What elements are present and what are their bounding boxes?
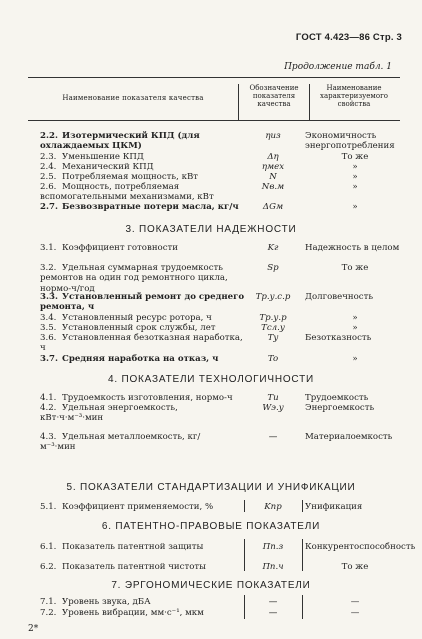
column-divider	[244, 500, 245, 512]
row-name: 4.2. Удельная энергоемкость, кВт·ч·м⁻³·мин	[40, 403, 178, 424]
row-name: 7.2. Уровень вибрации, мм·с⁻¹, мкм	[40, 608, 204, 618]
column-divider	[244, 595, 245, 619]
row-name: 2.3. Уменьшение КПД	[40, 152, 144, 162]
row-property: То же	[341, 152, 369, 162]
row-property: Унификация	[305, 502, 363, 512]
row-name: 6.1. Показатель патентной защиты	[40, 542, 204, 552]
table-continuation: Продолжение табл. 1	[284, 62, 392, 72]
row-symbol: —	[268, 432, 278, 442]
row-symbol: —	[268, 597, 278, 607]
row-property: »	[352, 172, 358, 182]
row-symbol: ηиз	[265, 131, 281, 141]
row-property: Материалоемкость	[305, 432, 393, 442]
row-property: »	[352, 323, 358, 333]
row-property: То же	[341, 263, 369, 273]
row-symbol: ηмех	[261, 162, 285, 172]
row-name: 3.1. Коэффициент готовности	[40, 243, 179, 253]
row-name: 3.3. Установленный ремонт до среднего ремонта, ч	[40, 292, 245, 313]
section-title-ergonomics: 7. ЭРГОНОМИЧЕСКИЕ ПОКАЗАТЕЛИ	[111, 580, 311, 591]
row-symbol: Пп.ч	[262, 562, 284, 572]
column-divider	[244, 539, 245, 571]
row-symbol: Nв.м	[261, 182, 285, 192]
row-symbol: Tу	[267, 333, 279, 343]
row-name: 2.4. Механический КПД	[40, 162, 154, 172]
row-name: 4.1. Трудоемкость изготовления, нормо-ч	[40, 393, 233, 403]
row-name: 2.7. Безвозвратные потери масла, кг/ч	[40, 202, 239, 212]
row-property: —	[350, 597, 360, 607]
table-header	[28, 77, 400, 121]
row-property: Надежность в целом	[305, 243, 400, 253]
row-name: 2.5. Потребляемая мощность, кВт	[40, 172, 199, 182]
row-symbol: Wэ.у	[262, 403, 284, 413]
row-property: »	[352, 182, 358, 192]
row-property: Безотказность	[305, 333, 372, 343]
row-symbol: Kг	[267, 243, 279, 253]
row-symbol: N	[269, 172, 277, 182]
standard-header: ГОСТ 4.423—86 Стр. 3	[295, 32, 402, 43]
row-name: 7.1. Уровень звука, дБА	[40, 597, 151, 607]
page-signature: 2*	[28, 624, 39, 634]
section-title-reliability: 3. ПОКАЗАТЕЛИ НАДЕЖНОСТИ	[125, 224, 297, 235]
row-symbol: ΔGм	[262, 202, 284, 212]
row-property: »	[352, 354, 358, 364]
column-divider	[302, 500, 303, 512]
row-symbol: Tи	[267, 393, 279, 403]
row-name: 3.5. Установленный срок службы, лет	[40, 323, 216, 333]
row-name: 3.6. Установленная безотказная наработка, ч	[40, 333, 243, 354]
row-property: —	[350, 608, 360, 618]
row-property: Экономичность энергопотребления	[305, 131, 395, 152]
row-property: »	[352, 313, 358, 323]
row-symbol: Tр.у.с.р	[255, 292, 291, 302]
column-divider	[302, 595, 303, 619]
row-symbol: Tсл.у	[261, 323, 285, 333]
section-title-patent: 6. ПАТЕНТНО-ПРАВОВЫЕ ПОКАЗАТЕЛИ	[101, 521, 321, 532]
section-title-standardization: 5. ПОКАЗАТЕЛИ СТАНДАРТИЗАЦИИ И УНИФИКАЦИИ	[66, 482, 356, 493]
row-name: 2.2. Изотермический КПД (для охлаждаемых ЦКМ)	[40, 131, 200, 152]
row-symbol: Kпр	[264, 502, 282, 512]
row-name: 5.1. Коэффициент применяемости, %	[40, 502, 214, 512]
row-property: Конкурентоспособность	[305, 542, 416, 552]
row-name: 2.6. Мощность, потребляемая вспомогательными механизмами, кВт	[40, 182, 214, 203]
row-property: »	[352, 202, 358, 212]
row-symbol: Tр.у.р	[259, 313, 287, 323]
row-name: 4.3. Удельная металлоемкость, кг/м⁻³·мин	[40, 432, 201, 453]
row-property: Энергоемкость	[305, 403, 375, 413]
row-name: 6.2. Показатель патентной чистоты	[40, 562, 206, 572]
section-title-manufacturability: 4. ПОКАЗАТЕЛИ ТЕХНОЛОГИЧНОСТИ	[107, 374, 315, 385]
row-property: »	[352, 162, 358, 172]
header-col-property: Наименование характеризуемого свойства	[320, 84, 388, 109]
column-divider	[302, 539, 303, 571]
row-symbol: To	[267, 354, 279, 364]
row-symbol: Δη	[267, 152, 279, 162]
row-property: Долговечность	[305, 292, 374, 302]
row-name: 3.7. Средняя наработка на отказ, ч	[40, 354, 219, 364]
row-property: То же	[341, 562, 369, 572]
row-property: Трудоемкость	[305, 393, 369, 403]
row-symbol: Sр	[267, 263, 279, 273]
header-col-name: Наименование показателя качества	[62, 94, 204, 102]
row-name: 3.4. Установленный ресурс ротора, ч	[40, 313, 212, 323]
row-symbol: Пп.з	[262, 542, 284, 552]
header-col-symbol: Обозначение показателя качества	[238, 84, 310, 120]
row-symbol: —	[268, 608, 278, 618]
row-name: 3.2. Удельная суммарная трудоемкость ремонтов на один год ремонтного цикла, нормо-ч/год	[40, 263, 228, 294]
